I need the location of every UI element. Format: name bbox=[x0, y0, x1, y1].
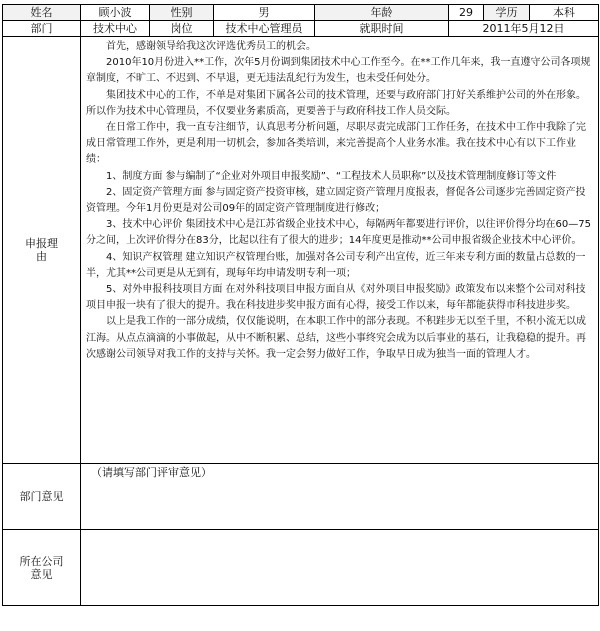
department-opinion-label: 部门意见 bbox=[3, 464, 81, 530]
company-opinion-field[interactable] bbox=[81, 530, 599, 606]
education-label: 学历 bbox=[484, 5, 530, 21]
department-opinion-field[interactable] bbox=[81, 464, 599, 530]
reason-paragraph-7: 4、知识产权管理 建立知识产权管理台账，加强对各公司专利产出宣传，近三年来专利方面的数量占总数的一半，尤其**公司更是从无到有，现每年均申请发明专利一项； bbox=[86, 251, 586, 279]
info-row-1 bbox=[3, 5, 599, 21]
reason-paragraph-8: 5、对外申报科技项目方面 在对外科技项目申报方面自从《对外项目申报奖励》政策发布以来整个公司对科技项目申报一块有了很大的提升。我在科技进步奖申报方面有心得，接受工作以来，每年都能获得市科技进步奖。 bbox=[86, 284, 586, 312]
reason-row bbox=[3, 37, 599, 464]
reason-label-line-2: 由 bbox=[36, 250, 47, 263]
start-date-value[interactable]: 2011年5月12日 bbox=[449, 21, 599, 37]
name-value[interactable]: 顾小波 bbox=[81, 5, 150, 21]
reason-paragraph-0: 首先，感谢领导给我这次评选优秀员工的机会。 bbox=[106, 41, 316, 52]
department-opinion-row bbox=[3, 464, 599, 530]
employee-application-form bbox=[2, 4, 599, 606]
reason-label-line-1: 申报理 bbox=[25, 237, 58, 250]
reason-label bbox=[3, 37, 81, 464]
department-opinion-prompt: （请填写部门评审意见） bbox=[91, 466, 212, 479]
company-opinion-label bbox=[3, 530, 81, 606]
reason-paragraph-9: 以上是我工作的一部分成绩，仅仅能说明，在本职工作中的部分表现。不积跬步无以至千里，不积小流无以成江海。从点点滴滴的小事做起，从中不断积累、总结，这些小事终究会成为以后事业的基石，让我稳稳的提升。再次感谢公司领导对我工作的支持与关怀。我一定会努力做好工作，争取早日成为独当一面的管理人才。 bbox=[86, 316, 586, 360]
position-label: 岗位 bbox=[150, 21, 214, 37]
name-label: 姓名 bbox=[3, 5, 81, 21]
company-opinion-label-line-1: 所在公司 bbox=[19, 554, 64, 568]
age-value[interactable]: 29 bbox=[449, 5, 484, 21]
reason-paragraph-2: 集团技术中心的工作，不单是对集团下属各公司的技术管理，还要与政府部门打好关系维护公司的外在形象。所以作为技术中心管理员，不仅要业务素质高，更要善于与政府科技工作人员交际。 bbox=[86, 89, 586, 117]
gender-label: 性别 bbox=[150, 5, 214, 21]
gender-value[interactable]: 男 bbox=[214, 5, 315, 21]
age-label: 年龄 bbox=[315, 5, 449, 21]
department-label: 部门 bbox=[3, 21, 81, 37]
start-date-label: 就职时间 bbox=[315, 21, 449, 37]
company-opinion-row bbox=[3, 530, 599, 606]
reason-paragraph-3: 在日常工作中，我一直专注细节，认真思考分析问题，尽职尽责完成部门工作任务，在技术中工作中我除了完成日常管理工作外，更是利用一切机会，参加各类培训，来完善提高个人业务水准。我在技术中心有以下工作业绩： bbox=[86, 122, 586, 166]
reason-paragraph-6: 3、技术中心评价 集团技术中心是江苏省级企业技术中心，每隔两年都要进行评价，以往评价得分均在60—75分之间，上次评价得分在83分，比起以往有了很大的进步；14年度更是推动**公司申报省级企业技术中心评价。 bbox=[86, 219, 591, 247]
reason-paragraph-1: 2010年10月份进入**工作，次年5月份调到集团技术中心工作至今。在**工作几年来，我一直遵守公司各项规章制度，不旷工、不迟到、不早退，更无违法乱纪行为发生，也未受任何处分。 bbox=[86, 57, 591, 85]
department-value[interactable]: 技术中心 bbox=[81, 21, 150, 37]
info-row-2 bbox=[3, 21, 599, 37]
education-value[interactable]: 本科 bbox=[530, 5, 599, 21]
reason-content[interactable] bbox=[81, 37, 599, 464]
position-value[interactable]: 技术中心管理员 bbox=[214, 21, 315, 37]
reason-paragraph-4: 1、制度方面 参与编制了“企业对外项目申报奖励”、“工程技术人员职称”以及技术管理制度修订等文件 bbox=[106, 170, 557, 182]
company-opinion-label-line-2: 意见 bbox=[30, 567, 53, 581]
reason-paragraph-5: 2、固定资产管理方面 参与固定资产投资审核，建立固定资产管理月度报表，督促各公司逐步完善固定资产投资管理。今年1月份更是对公司09年的固定资产管理制度进行修改； bbox=[86, 186, 586, 215]
